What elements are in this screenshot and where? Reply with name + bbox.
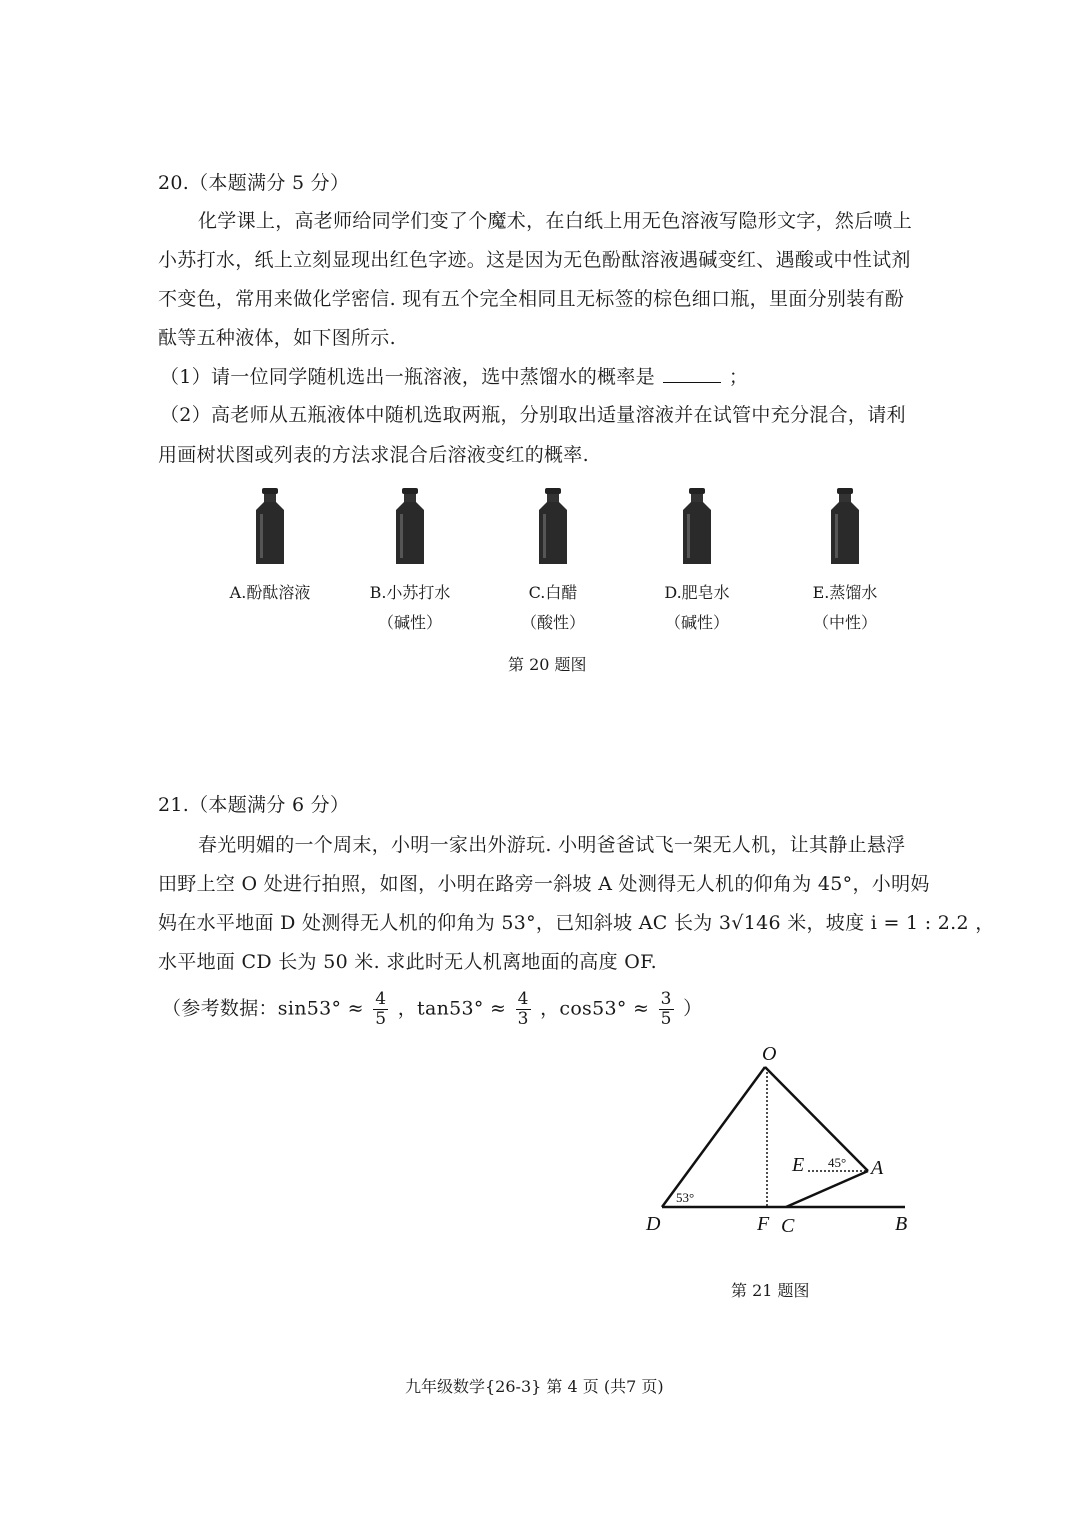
- denominator: 5: [660, 1009, 672, 1029]
- ref-suffix: ）: [683, 997, 703, 1020]
- q20-part2-line: （2）高老师从五瓶液体中随机选取两瓶，分别取出适量溶液并在试管中充分混合，请利: [160, 404, 906, 426]
- line-ac: [786, 1171, 868, 1207]
- q21-text-line: 妈在水平地面 D 处测得无人机的仰角为 53°，已知斜坡 AC 长为 3√146 米，坡度 i = 1 : 2.2 ，: [158, 912, 995, 934]
- q20-text-line: 酞等五种液体，如下图所示.: [158, 327, 396, 349]
- part1-end: ；: [728, 366, 749, 388]
- q21-text-line: 水平地面 CD 长为 50 米. 求此时无人机离地面的高度 OF.: [158, 951, 657, 973]
- point-label-b: B: [895, 1213, 908, 1235]
- page-footer: 九年级数学{26-3} 第 4 页 (共7 页): [405, 1377, 664, 1396]
- line-do: [662, 1067, 765, 1207]
- line-oa: [765, 1067, 868, 1171]
- bottle-note: （中性）: [812, 613, 877, 632]
- part1-text: （1）请一位同学随机选出一瓶溶液，选中蒸馏水的概率是: [160, 366, 655, 388]
- point-label-o: O: [762, 1043, 777, 1065]
- bottle-note: （碱性）: [377, 613, 442, 632]
- q20-text-line: 化学课上，高老师给同学们变了个魔术，在白纸上用无色溶液写隐形文字，然后喷上: [198, 210, 913, 232]
- q20-text-line: 不变色，常用来做化学密信. 现有五个完全相同且无标签的棕色细口瓶，里面分别装有酚: [158, 288, 905, 310]
- q21-heading: 21.（本题满分 6 分）: [158, 794, 350, 816]
- point-label-d: D: [646, 1213, 661, 1235]
- ref-cos: ，cos53° ≈: [540, 997, 650, 1020]
- q20-figure-caption: 第 20 题图: [508, 655, 587, 674]
- bottle-note: （碱性）: [664, 613, 729, 632]
- angle-label-a: 45°: [828, 1155, 847, 1170]
- point-label-a: A: [871, 1157, 884, 1179]
- point-label-f: F: [757, 1213, 770, 1235]
- bottle-label: D.肥皂水: [664, 583, 730, 602]
- q20-heading: 20.（本题满分 5 分）: [158, 172, 350, 194]
- bottle-label: B.小苏打水: [369, 583, 451, 602]
- denominator: 5: [375, 1009, 387, 1029]
- q20-text-line: 小苏打水，纸上立刻显现出红色字迹。这是因为无色酚酞溶液遇碱变红、遇酸或中性试剂: [158, 249, 911, 271]
- point-label-e: E: [792, 1154, 805, 1176]
- q21-text-line: 春光明媚的一个周末，小明一家出外游玩. 小明爸爸试飞一架无人机，让其静止悬浮: [198, 834, 906, 856]
- bottle-label: A.酚酞溶液: [229, 583, 311, 602]
- ref-tan: ，tan53° ≈: [397, 997, 507, 1020]
- bottle-note: （酸性）: [520, 613, 585, 632]
- bottle-label: C.白醋: [528, 583, 578, 602]
- numerator: 4: [375, 989, 387, 1009]
- bottle-label: E.蒸馏水: [812, 583, 878, 602]
- numerator: 4: [517, 989, 529, 1009]
- q21-figure-caption: 第 21 题图: [731, 1281, 810, 1300]
- q21-text-line: 田野上空 O 处进行拍照，如图，小明在路旁一斜坡 A 处测得无人机的仰角为 45°，小明妈: [158, 873, 930, 895]
- ref-prefix: （参考数据：sin53° ≈: [162, 997, 364, 1020]
- numerator: 3: [660, 989, 672, 1009]
- angle-label-d: 53°: [676, 1190, 695, 1205]
- q20-part2-line: 用画树状图或列表的方法求混合后溶液变红的概率.: [158, 444, 589, 466]
- point-label-c: C: [781, 1215, 795, 1237]
- denominator: 3: [517, 1009, 529, 1029]
